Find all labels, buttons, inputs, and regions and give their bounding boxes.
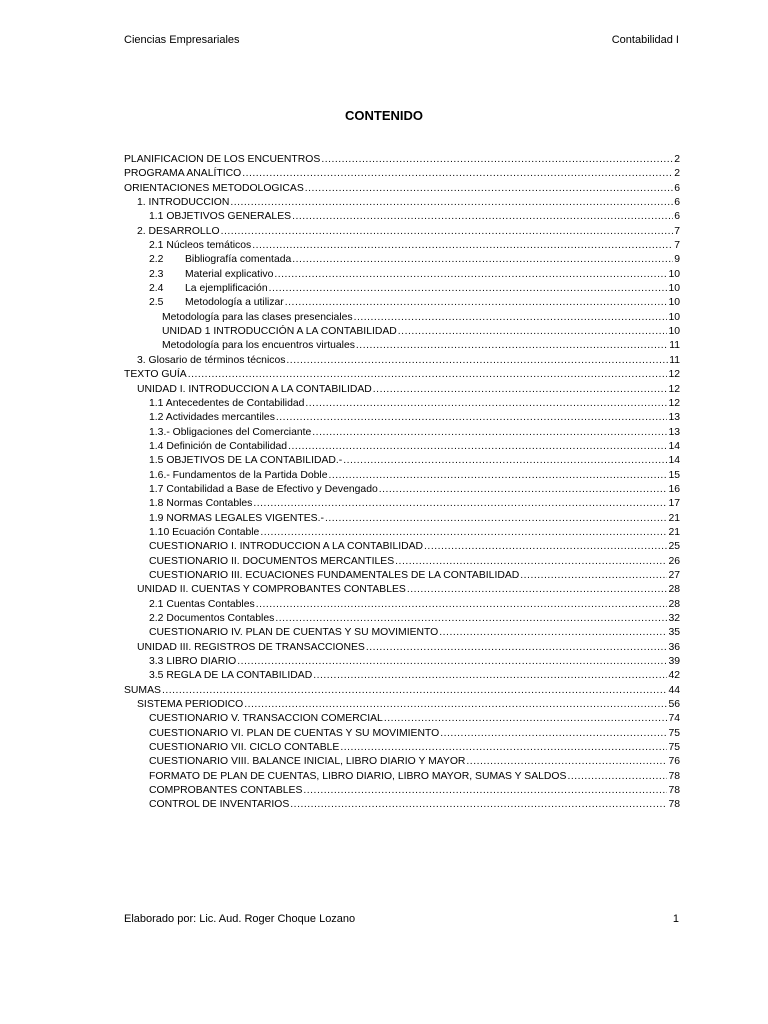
toc-entry-number: 2.5 — [149, 297, 164, 309]
toc-entry-label: 2.1 Cuentas Contables — [149, 598, 255, 610]
toc-entry — [124, 239, 680, 253]
toc-entry-title — [149, 598, 255, 612]
toc-entry-title — [137, 196, 229, 210]
toc-dot-leader — [292, 210, 673, 224]
toc-entry — [124, 411, 680, 425]
toc-entry-label: CUESTIONARIO I. INTRODUCCION A LA CONTABILIDAD — [149, 541, 424, 553]
toc-entry-label: Material explicativo — [185, 268, 274, 280]
toc-entry — [124, 383, 680, 397]
toc-entry-label: PLANIFICACION DE LOS ENCUENTROS — [124, 154, 321, 165]
toc-entry-page: 6 — [674, 197, 680, 209]
toc-entry-title — [149, 426, 311, 440]
toc-entry-title — [124, 368, 187, 382]
toc-dot-leader — [252, 239, 673, 253]
toc-dot-leader — [230, 196, 673, 210]
toc-entry — [124, 153, 680, 167]
toc-entry-title — [124, 684, 161, 698]
toc-entry-label: 1.1 OBJETIVOS GENERALES — [149, 211, 292, 223]
toc-entry-label: UNIDAD II. CUENTAS Y COMPROBANTES CONTABLES — [137, 584, 406, 596]
toc-entry-label: 1.1 Antecedentes de Contabilidad — [149, 397, 305, 409]
toc-dot-leader — [379, 483, 668, 497]
toc-entry-label: 1.6.- Fundamentos de la Partida Doble — [149, 469, 328, 481]
toc-entry — [124, 655, 680, 669]
toc-dot-leader — [312, 426, 667, 440]
toc-entry-label: 2.1 Núcleos temáticos — [149, 240, 252, 252]
toc-entry — [124, 339, 680, 353]
toc-entry-page: 10 — [668, 326, 680, 338]
toc-dot-leader — [424, 540, 667, 554]
toc-entry — [124, 598, 680, 612]
toc-entry-title — [149, 397, 304, 411]
toc-entry — [124, 469, 680, 483]
toc-entry-label: CUESTIONARIO III. ECUACIONES FUNDAMENTALES DE LA CONTABILIDAD — [149, 569, 520, 581]
toc-entry-page: 32 — [668, 613, 680, 624]
toc-entry — [124, 253, 680, 267]
toc-dot-leader — [242, 167, 673, 181]
toc-entry-page: 2 — [674, 154, 680, 165]
toc-entry — [124, 325, 680, 339]
toc-entry — [124, 569, 680, 583]
toc-entry-page: 76 — [668, 756, 680, 768]
toc-entry-page: 13 — [668, 426, 680, 438]
toc-entry-title — [149, 440, 287, 454]
toc-entry-page: 21 — [668, 512, 680, 524]
toc-dot-leader — [439, 626, 667, 640]
toc-entry-title — [149, 626, 438, 640]
toc-entry — [124, 626, 680, 640]
toc-entry — [124, 282, 680, 296]
toc-dot-leader — [305, 182, 673, 196]
toc-entry-page: 12 — [668, 383, 680, 395]
toc-entry-title — [149, 727, 439, 741]
toc-entry-label: 1. INTRODUCCION — [137, 197, 230, 209]
toc-dot-leader — [288, 440, 667, 454]
toc-entry-title — [149, 497, 252, 511]
toc-entry-page: 78 — [668, 785, 680, 797]
toc-entry-label: FORMATO DE PLAN DE CUENTAS, LIBRO DIARIO, LIBRO MAYOR, SUMAS Y SALDOS — [149, 770, 567, 782]
toc-dot-leader — [269, 282, 668, 296]
toc-dot-leader — [407, 583, 668, 597]
header-right-text: Contabilidad I — [611, 34, 679, 46]
toc-entry-title — [149, 512, 324, 526]
toc-entry-label: 1.7 Contabilidad a Base de Efectivo y Devengado — [149, 483, 378, 495]
toc-entry-title — [149, 755, 465, 769]
toc-entry-label: 1.5 OBJETIVOS DE LA CONTABILIDAD.- — [149, 455, 343, 467]
toc-entry — [124, 741, 680, 755]
toc-dot-leader — [188, 368, 668, 382]
toc-entry — [124, 526, 680, 540]
toc-entry-title — [149, 282, 268, 296]
toc-entry-page: 17 — [668, 498, 680, 510]
toc-dot-leader — [567, 770, 667, 784]
toc-entry-page: 14 — [668, 440, 680, 452]
toc-dot-leader — [221, 225, 674, 239]
toc-entry-title — [149, 555, 394, 569]
toc-entry-page: 7 — [674, 240, 680, 252]
toc-entry — [124, 182, 680, 196]
toc-entry-label: CUESTIONARIO IV. PLAN DE CUENTAS Y SU MOVIMIENTO — [149, 627, 439, 639]
toc-entry — [124, 583, 680, 597]
toc-entry-title — [149, 784, 302, 798]
toc-entry-number: 2.3 — [149, 268, 164, 280]
toc-entry-label: CONTROL DE INVENTARIOS — [149, 799, 290, 811]
toc-entry — [124, 296, 680, 310]
toc-entry-page: 35 — [668, 627, 680, 639]
toc-dot-leader — [398, 325, 668, 339]
toc-entry — [124, 167, 680, 181]
toc-entry — [124, 454, 680, 468]
toc-entry-title — [149, 296, 284, 310]
toc-entry — [124, 368, 680, 382]
toc-entry-page: 11 — [669, 354, 680, 366]
toc-entry-title — [124, 153, 320, 167]
toc-entry-title — [149, 569, 519, 583]
toc-entry-page: 15 — [668, 469, 680, 481]
toc-entry-page: 10 — [668, 283, 680, 295]
toc-entry-page: 39 — [668, 656, 680, 668]
toc-entry-label: 2. DESARROLLO — [137, 225, 220, 237]
toc-entry-title — [149, 655, 236, 669]
toc-entry-title — [149, 741, 339, 755]
toc-entry-page: 75 — [668, 727, 680, 739]
toc-entry — [124, 497, 680, 511]
toc-dot-leader — [313, 669, 667, 683]
toc-entry-number: 2.2 — [149, 254, 164, 266]
toc-entry — [124, 483, 680, 497]
toc-entry-page: 11 — [669, 340, 680, 352]
toc-dot-leader — [303, 784, 667, 798]
toc-entry — [124, 426, 680, 440]
toc-entry-page: 56 — [668, 699, 680, 711]
toc-entry-title — [137, 225, 220, 239]
footer-page-number: 1 — [672, 913, 679, 925]
toc-entry-page: 78 — [668, 770, 680, 782]
toc-entry — [124, 555, 680, 569]
toc-entry-page: 6 — [674, 182, 680, 194]
toc-entry-title — [149, 540, 423, 554]
toc-entry-label: 1.9 NORMAS LEGALES VIGENTES.- — [149, 512, 324, 524]
toc-entry — [124, 196, 680, 210]
toc-entry — [124, 540, 680, 554]
toc-entry-label: La ejemplificación — [185, 283, 268, 295]
toc-entry — [124, 397, 680, 411]
toc-entry-title — [162, 311, 353, 325]
toc-entry — [124, 210, 680, 224]
toc-entry-title — [162, 325, 397, 339]
toc-entry-label: 3.3 LIBRO DIARIO — [149, 656, 237, 668]
toc-entry-title — [149, 454, 342, 468]
toc-entry-label: 3.5 REGLA DE LA CONTABILIDAD — [149, 670, 313, 682]
toc-dot-leader — [373, 383, 668, 397]
toc-dot-leader — [276, 411, 668, 425]
toc-entry-label: 1.3.- Obligaciones del Comerciante — [149, 426, 312, 438]
toc-entry-title — [149, 526, 259, 540]
toc-entry — [124, 712, 680, 726]
toc-entry-page: 36 — [668, 641, 680, 653]
toc-dot-leader — [260, 526, 667, 540]
toc-entry-title — [137, 698, 243, 712]
toc-entry-page: 44 — [668, 684, 680, 696]
toc-entry-title — [149, 239, 251, 253]
toc-entry-page: 27 — [668, 569, 680, 581]
table-of-contents — [124, 153, 680, 813]
toc-entry-label: Metodología para los encuentros virtuales — [162, 340, 355, 352]
toc-entry-page: 75 — [668, 742, 680, 754]
toc-entry-page: 25 — [668, 541, 680, 553]
toc-dot-leader — [366, 641, 668, 655]
toc-dot-leader — [275, 612, 667, 626]
toc-dot-leader — [256, 598, 668, 612]
toc-entry-title — [149, 268, 273, 282]
toc-entry-title — [149, 798, 289, 812]
toc-dot-leader — [384, 712, 668, 726]
toc-entry-label: 1.4 Definición de Contabilidad — [149, 440, 288, 452]
toc-dot-leader — [285, 296, 668, 310]
toc-entry-label: TEXTO GUÍA — [124, 369, 187, 381]
toc-entry-title — [149, 770, 566, 784]
toc-entry-page: 10 — [668, 297, 680, 309]
toc-entry-title — [137, 641, 365, 655]
toc-dot-leader — [321, 153, 673, 167]
toc-entry-title — [124, 167, 241, 181]
toc-entry-label: CUESTIONARIO VI. PLAN DE CUENTAS Y SU MOVIMIENTO — [149, 727, 440, 739]
toc-entry-label: CUESTIONARIO V. TRANSACCION COMERCIAL — [149, 713, 383, 725]
toc-entry-page: 21 — [668, 526, 680, 538]
toc-entry-label: PROGRAMA ANALÍTICO — [124, 168, 242, 180]
toc-entry-page: 10 — [668, 268, 680, 280]
toc-entry — [124, 641, 680, 655]
toc-dot-leader — [290, 798, 667, 812]
toc-entry — [124, 727, 680, 741]
toc-entry-page: 28 — [668, 598, 680, 610]
toc-entry-title — [137, 583, 406, 597]
toc-entry-page: 10 — [668, 311, 680, 323]
toc-entry-page: 12 — [668, 369, 680, 381]
toc-entry-page: 78 — [668, 799, 680, 811]
toc-entry-page: 74 — [668, 713, 680, 725]
page-title: CONTENIDO — [345, 108, 423, 123]
toc-entry-page: 28 — [668, 584, 680, 596]
toc-dot-leader — [325, 512, 667, 526]
toc-entry — [124, 612, 680, 626]
toc-entry — [124, 311, 680, 325]
toc-entry-title — [149, 253, 291, 267]
toc-entry — [124, 698, 680, 712]
toc-entry-label: UNIDAD 1 INTRODUCCIÓN A LA CONTABILIDAD — [162, 326, 397, 338]
toc-entry-title — [149, 612, 274, 626]
toc-dot-leader — [520, 569, 667, 583]
toc-dot-leader — [244, 698, 667, 712]
toc-entry — [124, 354, 680, 368]
header-left-text: Ciencias Empresariales — [124, 34, 240, 46]
toc-entry-label: 1.8 Normas Contables — [149, 498, 253, 510]
toc-entry — [124, 225, 680, 239]
toc-entry-label: UNIDAD III. REGISTROS DE TRANSACCIONES — [137, 641, 365, 653]
toc-entry-label: 3. Glosario de términos técnicos — [137, 354, 286, 366]
toc-entry-page: 42 — [668, 670, 680, 682]
toc-dot-leader — [440, 727, 667, 741]
toc-entry — [124, 512, 680, 526]
toc-entry-label: CUESTIONARIO II. DOCUMENTOS MERCANTILES — [149, 555, 395, 567]
toc-entry — [124, 798, 680, 812]
toc-entry-label: ORIENTACIONES METODOLOGICAS — [124, 182, 304, 194]
toc-dot-leader — [340, 741, 667, 755]
toc-entry-label: 2.2 Documentos Contables — [149, 613, 275, 624]
toc-dot-leader — [466, 755, 667, 769]
toc-entry-title — [137, 383, 372, 397]
toc-entry-page: 16 — [668, 483, 680, 495]
toc-entry-title — [149, 712, 383, 726]
toc-entry — [124, 770, 680, 784]
toc-entry-label: COMPROBANTES CONTABLES — [149, 785, 303, 797]
toc-entry-label: SISTEMA PERIODICO — [137, 699, 244, 711]
toc-entry-label: CUESTIONARIO VII. CICLO CONTABLE — [149, 742, 340, 754]
toc-entry-title — [149, 483, 378, 497]
toc-entry-page: 2 — [674, 168, 680, 180]
toc-dot-leader — [162, 684, 667, 698]
toc-entry-label: UNIDAD I. INTRODUCCION A LA CONTABILIDAD — [137, 383, 372, 395]
toc-entry — [124, 684, 680, 698]
toc-entry — [124, 755, 680, 769]
toc-entry — [124, 784, 680, 798]
toc-dot-leader — [237, 655, 667, 669]
toc-dot-leader — [274, 268, 667, 282]
toc-entry-title — [149, 469, 327, 483]
toc-entry-page: 26 — [668, 555, 680, 567]
toc-entry-label: Metodología para las clases presenciales — [162, 311, 353, 323]
toc-entry-label: Bibliografía comentada — [185, 254, 292, 266]
toc-dot-leader — [286, 354, 668, 368]
toc-dot-leader — [253, 497, 667, 511]
toc-entry-label: 1.10 Ecuación Contable — [149, 526, 260, 538]
toc-entry — [124, 669, 680, 683]
toc-entry-page: 6 — [674, 211, 680, 223]
toc-entry-page: 12 — [668, 397, 680, 409]
toc-entry-label: CUESTIONARIO VIII. BALANCE INICIAL, LIBRO DIARIO Y MAYOR — [149, 756, 466, 768]
toc-entry-page: 7 — [674, 225, 680, 237]
toc-entry-number: 2.4 — [149, 283, 164, 295]
toc-dot-leader — [292, 253, 673, 267]
toc-entry-label: SUMAS — [124, 684, 161, 696]
toc-dot-leader — [305, 397, 667, 411]
toc-dot-leader — [395, 555, 667, 569]
toc-entry-title — [137, 354, 285, 368]
toc-dot-leader — [343, 454, 667, 468]
toc-entry — [124, 268, 680, 282]
footer-author: Elaborado por: Lic. Aud. Roger Choque Lozano — [124, 913, 356, 925]
toc-entry-title — [149, 411, 275, 425]
toc-dot-leader — [354, 311, 668, 325]
toc-entry-title — [149, 210, 291, 224]
toc-dot-leader — [328, 469, 667, 483]
toc-entry-page: 9 — [674, 254, 680, 266]
toc-entry-title — [162, 339, 355, 353]
toc-entry-page: 14 — [668, 455, 680, 467]
toc-entry-label: 1.2 Actividades mercantiles — [149, 412, 275, 424]
toc-entry-label: Metodología a utilizar — [185, 297, 284, 309]
toc-entry-title — [124, 182, 304, 196]
toc-dot-leader — [356, 339, 668, 353]
toc-entry — [124, 440, 680, 454]
toc-entry-title — [149, 669, 312, 683]
toc-entry-page: 13 — [668, 412, 680, 424]
